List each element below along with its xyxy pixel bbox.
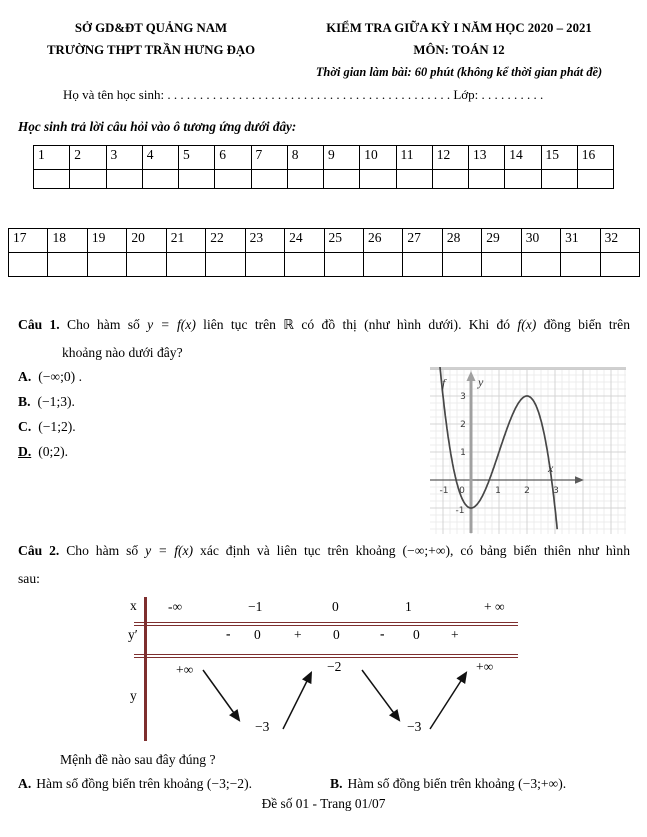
question-2-line2: sau: <box>18 571 40 586</box>
option-value: (−∞;0) . <box>38 369 83 384</box>
table-row <box>34 146 614 170</box>
x-tick: -1 <box>439 486 449 496</box>
option-label: C. <box>18 419 32 434</box>
option-value: (−1;3). <box>37 394 75 409</box>
variation-table <box>118 596 522 746</box>
answer-number-cell: 9 <box>324 146 360 170</box>
answer-cell <box>127 253 166 277</box>
bbt-sign: 0 <box>333 627 340 642</box>
question-2 <box>18 537 630 593</box>
math-expression: (−3;−2). <box>206 776 253 791</box>
question-text: xác định và liên tục trên khoảng <box>193 543 403 558</box>
math-expression: (−3;+∞). <box>518 776 567 791</box>
answer-cell <box>34 170 70 189</box>
department-name: SỞ GD&ĐT QUẢNG NAM <box>74 21 228 35</box>
student-info-line <box>63 87 543 103</box>
question-text: Cho hàm số <box>59 317 148 332</box>
answer-cell <box>206 253 245 277</box>
bbt-y-value: +∞ <box>176 662 194 677</box>
answer-cell <box>142 170 178 189</box>
arrow-up-icon <box>430 673 466 729</box>
q2-option-a <box>18 776 252 792</box>
answer-number-cell: 21 <box>166 229 205 253</box>
page-footer: Đề số 01 - Trang 01/07 <box>261 796 386 811</box>
answer-cell <box>245 253 284 277</box>
answer-cell <box>287 170 323 189</box>
answer-cell <box>9 253 48 277</box>
bbt-y-value: −3 <box>255 719 270 734</box>
answer-cell <box>403 253 442 277</box>
math-expression: ℝ <box>283 317 295 332</box>
answer-instruction: Học sinh trả lời câu hỏi vào ô tương ứng dưới đây: <box>18 119 297 134</box>
question-text: Cho hàm số <box>59 543 146 558</box>
school-header <box>35 17 267 61</box>
answer-number-cell: 13 <box>469 146 505 170</box>
option-label: A. <box>18 776 32 791</box>
answer-cell <box>166 253 205 277</box>
bbt-separator <box>134 622 518 626</box>
bbt-y-value: +∞ <box>476 659 494 674</box>
table-row <box>9 229 640 253</box>
option-value: (−1;2). <box>38 419 76 434</box>
answer-number-cell: 32 <box>600 229 639 253</box>
option-b <box>18 394 82 419</box>
answer-number-cell: 3 <box>106 146 142 170</box>
question-2-prompt: Mệnh đề nào sau đây đúng ? <box>60 752 216 767</box>
bbt-y-value: −2 <box>327 659 342 674</box>
answer-number-cell: 10 <box>360 146 396 170</box>
answer-number-cell: 2 <box>70 146 106 170</box>
question-text: liên tục trên <box>195 317 284 332</box>
answer-cell <box>469 170 505 189</box>
answer-number-cell: 11 <box>396 146 432 170</box>
answer-number-cell: 20 <box>127 229 166 253</box>
arrow-up-icon <box>283 673 311 729</box>
question-2-line1 <box>18 537 630 565</box>
math-expression: y = f(x) <box>147 317 196 332</box>
x-tick: 0 <box>459 486 465 496</box>
axis-label-y: y <box>478 375 484 389</box>
bbt-x-value: 1 <box>405 599 412 614</box>
option-d <box>18 444 82 469</box>
option-value: (0;2). <box>38 444 69 459</box>
answer-number-cell: 30 <box>521 229 560 253</box>
answer-number-cell: 18 <box>48 229 87 253</box>
answer-cell <box>285 253 324 277</box>
bbt-sign: + <box>294 627 302 642</box>
answer-number-cell: 24 <box>285 229 324 253</box>
answer-number-cell: 25 <box>324 229 363 253</box>
option-label: A. <box>18 369 32 384</box>
answer-cell <box>251 170 287 189</box>
answer-number-cell: 31 <box>561 229 600 253</box>
answer-number-cell: 15 <box>541 146 577 170</box>
answer-number-cell: 16 <box>577 146 613 170</box>
bbt-x-value: + ∞ <box>484 599 505 614</box>
answer-cell <box>87 253 126 277</box>
question-1-line2: khoảng nào dưới đây? <box>62 345 183 360</box>
question-1 <box>18 311 630 367</box>
answer-table-1 <box>33 145 614 189</box>
answer-cell <box>48 253 87 277</box>
answer-cell <box>215 170 251 189</box>
answer-number-cell: 12 <box>432 146 468 170</box>
bbt-x-value: −1 <box>248 599 263 614</box>
answer-cell <box>442 253 481 277</box>
arrow-down-icon <box>203 670 239 720</box>
answer-number-cell: 28 <box>442 229 481 253</box>
exam-subject: MÔN: TOÁN 12 <box>413 43 505 57</box>
answer-number-cell: 14 <box>505 146 541 170</box>
curve-label-f: f <box>442 376 446 390</box>
math-expression: f(x) <box>517 317 537 332</box>
answer-cell <box>360 170 396 189</box>
answer-number-cell: 19 <box>87 229 126 253</box>
class-label: Lớp: <box>453 87 479 102</box>
table-row <box>9 253 640 277</box>
answer-number-cell: 26 <box>363 229 402 253</box>
answer-cell <box>179 170 215 189</box>
answer-cell <box>324 253 363 277</box>
bbt-yprime-label: y′ <box>128 627 138 642</box>
bbt-y-label: y <box>130 688 137 703</box>
exam-duration: Thời gian làm bài: 60 phút (không kể thời gian phát đề) <box>315 65 603 79</box>
answer-cell <box>324 170 360 189</box>
option-a <box>18 369 82 394</box>
option-text: Hàm số đồng biến trên khoảng <box>347 776 519 791</box>
answer-number-cell: 4 <box>142 146 178 170</box>
question-1-options <box>18 369 82 469</box>
y-tick: -1 <box>455 506 465 516</box>
option-label: B. <box>18 394 31 409</box>
answer-cell <box>505 170 541 189</box>
bbt-sign: 0 <box>413 627 420 642</box>
student-name-label: Họ và tên học sinh: <box>63 87 165 102</box>
answer-cell <box>70 170 106 189</box>
question-1-number: Câu 1. <box>18 317 60 332</box>
y-axis-arrow-icon <box>467 371 476 381</box>
bbt-sign: + <box>451 627 459 642</box>
axis-label-x: x <box>548 461 554 475</box>
arrow-down-icon <box>362 670 399 720</box>
x-tick: 2 <box>524 486 530 496</box>
question-1-line1 <box>18 311 630 339</box>
y-tick: 1 <box>460 448 466 458</box>
answer-cell <box>561 253 600 277</box>
answer-cell <box>577 170 613 189</box>
class-dots: . . . . . . . . . . <box>481 87 544 102</box>
question-text: có đồ thị (như hình dưới). Khi đó <box>294 317 518 332</box>
bbt-y-value: −3 <box>407 719 422 734</box>
answer-cell <box>521 253 560 277</box>
answer-cell <box>106 170 142 189</box>
question-text: có bảng biến thiên như hình <box>453 543 630 558</box>
answer-number-cell: 23 <box>245 229 284 253</box>
option-label-underlined: D. <box>18 444 32 459</box>
answer-number-cell: 5 <box>179 146 215 170</box>
function-graph <box>430 367 626 534</box>
answer-table-2 <box>8 228 640 277</box>
exam-header <box>283 17 635 83</box>
math-expression: y = f(x) <box>145 543 194 558</box>
bbt-sign: - <box>380 626 385 641</box>
bbt-sign: - <box>226 626 231 641</box>
answer-cell <box>600 253 639 277</box>
answer-cell <box>363 253 402 277</box>
y-tick: 2 <box>460 420 466 430</box>
question-2-number: Câu 2. <box>18 543 60 558</box>
y-tick: 3 <box>460 392 466 402</box>
answer-cell <box>396 170 432 189</box>
answer-cell <box>432 170 468 189</box>
table-row <box>34 170 614 189</box>
answer-number-cell: 27 <box>403 229 442 253</box>
school-name: TRƯỜNG THPT TRẦN HƯNG ĐẠO <box>46 43 256 57</box>
bbt-arrows <box>118 656 522 744</box>
answer-number-cell: 1 <box>34 146 70 170</box>
answer-number-cell: 6 <box>215 146 251 170</box>
answer-cell <box>482 253 521 277</box>
answer-number-cell: 29 <box>482 229 521 253</box>
x-tick: 3 <box>553 486 559 496</box>
answer-number-cell: 8 <box>287 146 323 170</box>
bbt-x-value: -∞ <box>168 599 183 614</box>
exam-title: KIỂM TRA GIỮA KỲ I NĂM HỌC 2020 – 2021 <box>326 21 592 35</box>
math-expression: (−∞;+∞), <box>402 543 454 558</box>
option-c <box>18 419 82 444</box>
x-tick: 1 <box>495 486 501 496</box>
student-name-dots: . . . . . . . . . . . . . . . . . . . . . . . . . . . . . . . . . . . . . . . . . . . . <box>167 87 451 102</box>
q2-option-b <box>330 776 566 792</box>
bbt-x-value: 0 <box>332 599 339 614</box>
bbt-x-label: x <box>130 598 137 613</box>
option-label: B. <box>330 776 343 791</box>
question-text: đồng biến trên <box>536 317 630 332</box>
answer-number-cell: 17 <box>9 229 48 253</box>
option-text: Hàm số đồng biến trên khoảng <box>36 776 207 791</box>
answer-number-cell: 22 <box>206 229 245 253</box>
answer-cell <box>541 170 577 189</box>
bbt-sign: 0 <box>254 627 261 642</box>
answer-number-cell: 7 <box>251 146 287 170</box>
